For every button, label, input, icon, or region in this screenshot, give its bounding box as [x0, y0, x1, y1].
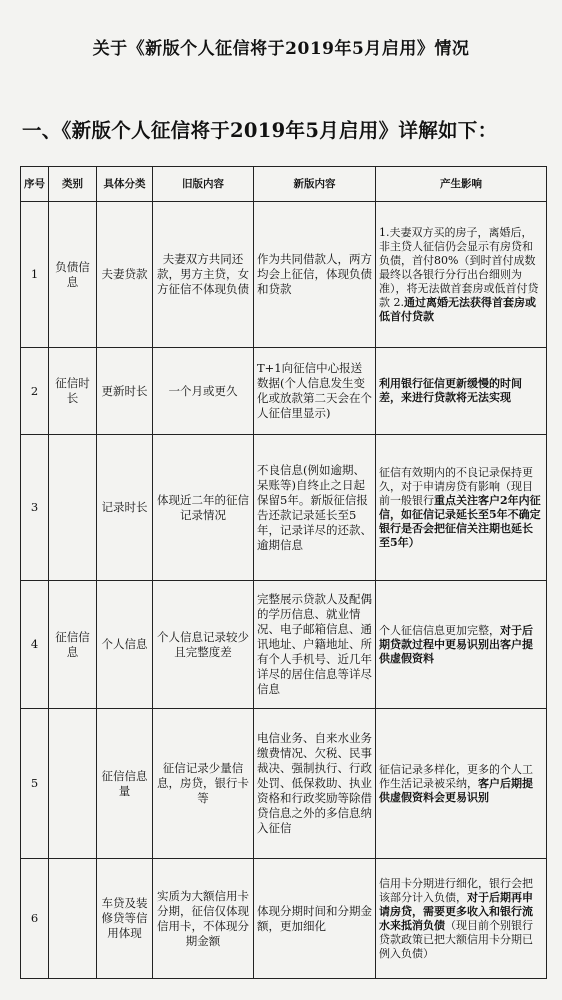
- section-title: 一、《新版个人征信将于2019年5月启用》详解如下：: [22, 119, 498, 142]
- subcategory-cell: 车贷及装修贷等信用体现: [97, 859, 153, 979]
- credit-report-table: [20, 166, 547, 979]
- table-row: [21, 709, 547, 859]
- impact-bold-text: 客户后期提供虚假资料会更易识别: [379, 776, 533, 804]
- row-number: 5: [21, 709, 49, 859]
- header-cell: 序号: [21, 167, 49, 202]
- category-cell: [49, 435, 97, 581]
- new-content-cell: 体现分期时间和分期金额，更加细化: [254, 859, 376, 979]
- impact-cell: [376, 581, 547, 709]
- row-number: 6: [21, 859, 49, 979]
- table-header-row: [21, 167, 547, 202]
- header-cell: 产生影响: [376, 167, 547, 202]
- impact-text: 征信记录多样化，更多的个人工作生活记录被采纳，: [379, 762, 533, 790]
- subcategory-cell: 个人信息: [97, 581, 153, 709]
- category-cell: 征信信息: [49, 581, 97, 709]
- new-content-cell: 完整展示贷款人及配偶的学历信息、就业情况、电子邮箱信息、通讯地址、户籍地址、所有个人手机号、近几年详尽的居住信息等详尽信息: [254, 581, 376, 709]
- new-content-cell: 不良信息(例如逾期、呆账等)自终止之日起保留5年。新版征信报告还款记录延长至5年，记录详尽的还款、逾期信息: [254, 435, 376, 581]
- old-content-cell: 征信记录少量信息，房贷，银行卡等: [153, 709, 254, 859]
- subcategory-cell: 记录时长: [97, 435, 153, 581]
- impact-text: 征信有效期内的不良记录保持更久，对于申请房贷有影响（现目前一般银行: [379, 465, 533, 507]
- old-content-cell: 实质为大额信用卡分期，征信仅体现信用卡，不体现分期金额: [153, 859, 254, 979]
- impact-bold-text: 对于后期贷款过程中更易识别出客户提供虚假资料: [379, 623, 533, 665]
- impact-cell: [376, 859, 547, 979]
- impact-bold-text: 通过离婚无法获得首套房或低首付贷款: [379, 295, 536, 323]
- impact-text: 1.夫妻双方买的房子，离婚后，非主贷人征信仍会显示有房贷和负债，首付80%（到时首付成数最终以各银行分行出台细则为准），将无法做首套房或低首付贷款 2.: [379, 225, 539, 309]
- old-content-cell: 个人信息记录较少且完整度差: [153, 581, 254, 709]
- table-row: [21, 348, 547, 435]
- table-row: [21, 859, 547, 979]
- impact-cell: [376, 435, 547, 581]
- header-cell: 类别: [49, 167, 97, 202]
- category-cell: 负债信息: [49, 202, 97, 348]
- row-number: 2: [21, 348, 49, 435]
- subcategory-cell: 征信信息量: [97, 709, 153, 859]
- header-cell: 新版内容: [254, 167, 376, 202]
- table-row: [21, 435, 547, 581]
- impact-cell: [376, 348, 547, 435]
- impact-text: 个人征信信息更加完整，: [379, 623, 500, 637]
- new-content-cell: 作为共同借款人，两方均会上征信，体现负债和贷款: [254, 202, 376, 348]
- row-number: 4: [21, 581, 49, 709]
- subcategory-cell: 更新时长: [97, 348, 153, 435]
- category-cell: [49, 709, 97, 859]
- impact-cell: [376, 202, 547, 348]
- new-content-cell: T+1向征信中心报送数据(个人信息发生变化或放款第二天会在个人征信里显示): [254, 348, 376, 435]
- category-cell: [49, 859, 97, 979]
- subcategory-cell: 夫妻贷款: [97, 202, 153, 348]
- row-number: 1: [21, 202, 49, 348]
- old-content-cell: 夫妻双方共同还款，男方主贷，女方征信不体现负债: [153, 202, 254, 348]
- table-row: [21, 202, 547, 348]
- impact-cell: [376, 709, 547, 859]
- old-content-cell: 体现近二年的征信记录情况: [153, 435, 254, 581]
- impact-bold-text: 重点关注客户2年内征信，如征信记录延长至5年不确定银行是否会把征信关注期也延长至5年）: [379, 493, 541, 549]
- header-cell: 旧版内容: [153, 167, 254, 202]
- new-content-cell: 电信业务、自来水业务缴费情况、欠税、民事裁决、强制执行、行政处罚、低保救助、执业资格和行政奖励等除借贷信息之外的多信息纳入征信: [254, 709, 376, 859]
- impact-bold-text: 对于后期再申请房贷，需要更多收入和银行流水来抵消负债: [379, 890, 533, 932]
- table-row: [21, 581, 547, 709]
- header-cell: 具体分类: [97, 167, 153, 202]
- impact-text: 信用卡分期进行细化，银行会把该部分计入负债，: [379, 876, 533, 904]
- category-cell: 征信时长: [49, 348, 97, 435]
- old-content-cell: 一个月或更久: [153, 348, 254, 435]
- impact-bold-text: 利用银行征信更新缓慢的时间差，来进行贷款将无法实现: [379, 377, 522, 404]
- document-title: 关于《新版个人征信将于2019年5月启用》情况: [92, 39, 470, 59]
- impact-tail-text: （现目前个别银行贷款政策已把大额信用卡分期已例入负债）: [379, 918, 533, 960]
- row-number: 3: [21, 435, 49, 581]
